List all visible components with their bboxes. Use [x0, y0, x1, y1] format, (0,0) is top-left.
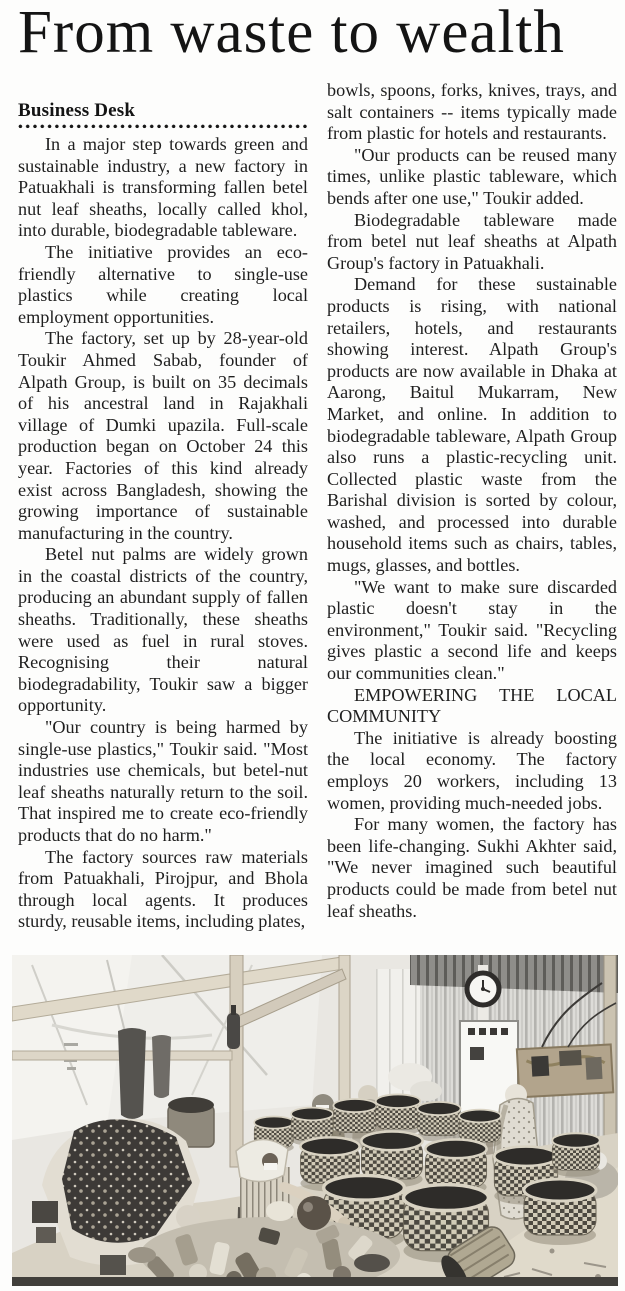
byline: Business Desk [18, 100, 136, 121]
column-right [327, 80, 617, 922]
article-headline: From waste to wealth [18, 0, 565, 66]
article-paragraph: The initiative provides an eco-friendly alternative to single-use plastics while creating local employment opportunities. [18, 241, 308, 327]
article-paragraph: For many women, the factory has been life-changing. Sukhi Akhter said, "We never imagined such beautiful products could be made from betel nut leaf sheaths. [327, 814, 617, 921]
left-paragraphs [18, 134, 308, 933]
photo-bottom-shadow [12, 1277, 618, 1286]
article-paragraph: The initiative is already boosting the local economy. The factory employs 20 workers, including 13 women, providing much-needed jobs. [327, 727, 617, 813]
byline-dotted-rule [18, 124, 308, 129]
right-paragraphs [327, 80, 617, 922]
article-paragraph: Betel nut palms are widely grown in the coastal districts of the country, producing an abundant supply of fallen sheaths. Traditionally, these sheaths were used as fuel in rural stoves. Recognising their natural biodegradability, Toukir saw a bigger opportunity. [18, 544, 308, 716]
factory-photo-illustration [12, 955, 618, 1286]
article-paragraph: bowls, spoons, forks, knives, trays, and salt containers -- items typically made from plastic for hotels and restaurants. [327, 80, 617, 144]
article-paragraph: Biodegradable tableware made from betel nut leaf sheaths at Alpath Group's factory in Patuakhali. [327, 209, 617, 273]
factory-photo [12, 955, 618, 1286]
article-paragraph: "Our products can be reused many times, unlike plastic tableware, which bends after one use," Toukir added. [327, 144, 617, 208]
article-paragraph: EMPOWERING THE LOCAL COMMUNITY [327, 684, 617, 727]
article-paragraph: "Our country is being harmed by single-use plastics," Toukir said. "Most industries use chemicals, but betel-nut leaf sheaths naturally return to the soil. That inspired me to create eco-friendly products that do no harm." [18, 717, 308, 845]
article-paragraph: In a major step towards green and sustainable industry, a new factory in Patuakhali is transforming fallen betel nut leaf sheaths, locally called khol, into durable, biodegradable tableware. [18, 134, 308, 241]
article-columns [0, 64, 625, 941]
article-paragraph: Demand for these sustainable products is rising, with national retailers, hotels, and restaurants showing interest. Alpath Group's products are now available in Dhaka at Aarong, Baitul Mukarram, New Market, and online. In addition to biodegradable tableware, Alpath Group also runs a plastic-recycling unit. Collected plastic waste from the Barishal division is sorted by colour, washed, and processed into durable household items such as chairs, tables, mugs, glasses, and bottles. [327, 274, 617, 576]
article-paragraph: The factory, set up by 28-year-old Toukir Ahmed Sabab, founder of Alpath Group, is built on 35 decimals of his ancestral land in Rajakhali village of Dumki upazila. Full-scale production began on October 24 this year. Factories of this kind already exist across Bangladesh, showing the growing importance of sustainable manufacturing in the country. [18, 328, 308, 543]
column-left [18, 80, 308, 933]
article-paragraph: "We want to make sure discarded plastic doesn't stay in the environment," Toukir said. "Recycling gives plastic a second life and keeps our communities clean." [327, 576, 617, 684]
article-paragraph: The factory sources raw materials from Patuakhali, Pirojpur, and Bhola through local agents. It produces sturdy, reusable items, including plates, [18, 846, 308, 932]
